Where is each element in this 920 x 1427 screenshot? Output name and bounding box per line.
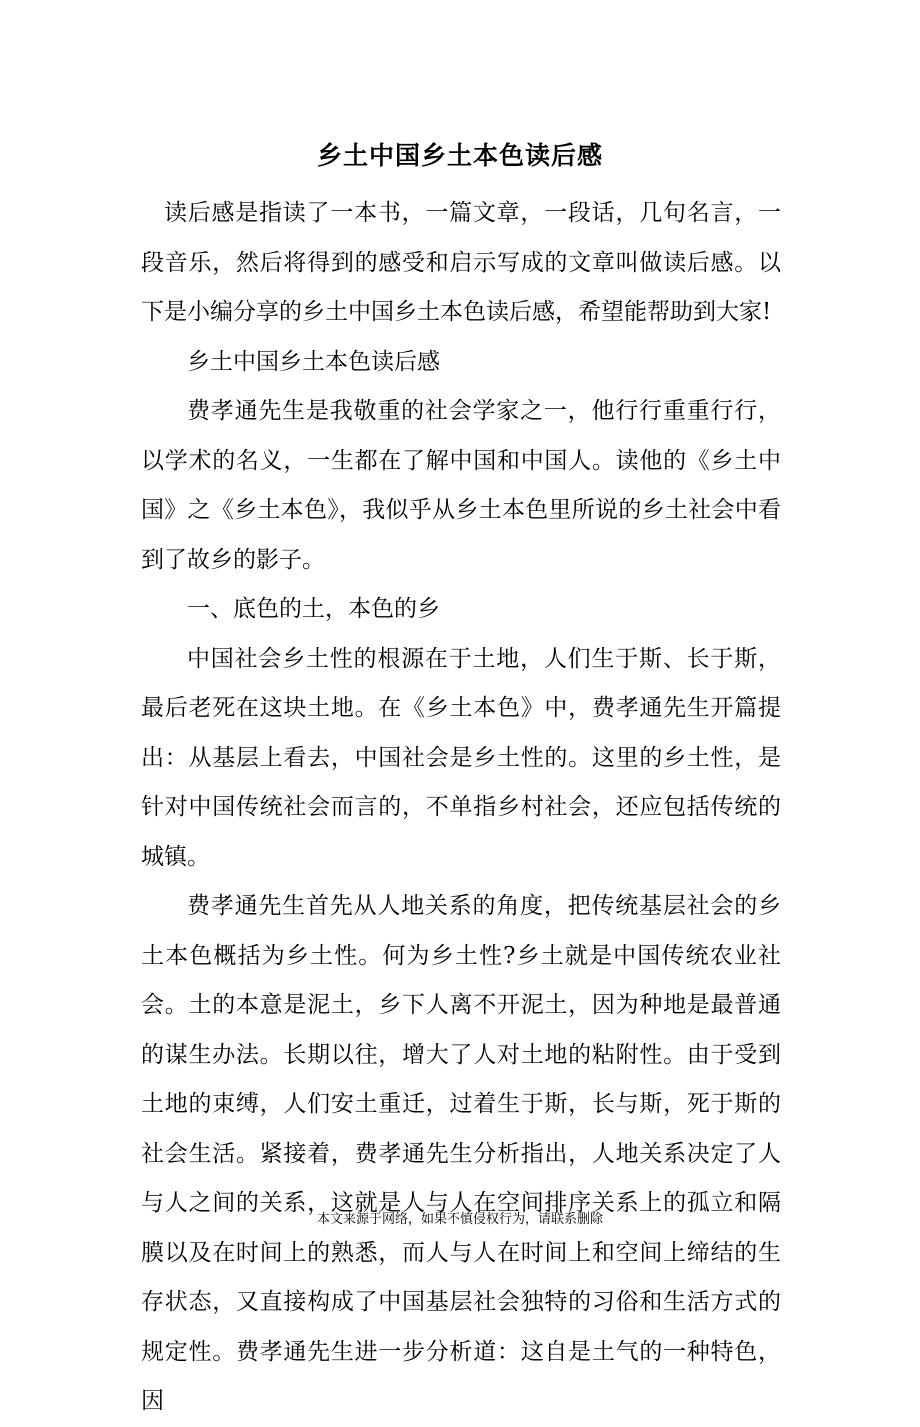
document-body xyxy=(141,189,781,1427)
page-footer: 本文来源于网络，如果不慎侵权行为，请联系删除 xyxy=(316,1212,603,1227)
section-heading: 一、底色的土，本色的乡 xyxy=(187,596,440,622)
paragraph-heading: 乡土中国乡土本色读后感 xyxy=(187,348,440,375)
document-title: 乡土中国乡土本色读后感 xyxy=(316,141,603,170)
paragraph: 费孝通先生是我敬重的社会学家之一，他行行重重行行，以学术的名义，一生都在了解中国和中国人。读他的《乡土中国》之《乡土本色》，我似乎从乡土本色里所说的乡土社会中看到了故乡的影子。 xyxy=(141,398,781,573)
paragraph: 费孝通先生首先从人地关系的角度，把传统基层社会的乡土本色概括为乡土性。何为乡土性?乡土就是中国传统农业社会。土的本意是泥土，乡下人离不开泥土，因为种地是最普通的谋生办法。长期以往，增大了人对土地的粘附性。由于受到土地的束缚，人们安土重迁，过着生于斯，长与斯，死于斯的社会生活。紧接着，费孝通先生分析指出，人地关系决定了人与人之间的关系，这就是人与人在空间排序关系上的孤立和隔膜以及在时间上的熟悉，而人与人在时间上和空间上缔结的生存状态，又直接构成了中国基层社会独特的习俗和生活方式的规定性。费孝通先生进一步分析道：这自是土气的一种特色，因 xyxy=(141,893,781,1414)
paragraph: 中国社会乡土性的根源在于土地，人们生于斯、长于斯，最后老死在这块土地。在《乡土本色》中，费孝通先生开篇提出：从基层上看去，中国社会是乡土性的。这里的乡土性，是针对中国传统社会而言的，不单指乡村社会，还应包括传统的城镇。 xyxy=(141,645,781,870)
paragraph-intro: 读后感是指读了一本书，一篇文章，一段话，几句名言，一段音乐，然后将得到的感受和启示写成的文章叫做读后感。以下是小编分享的乡土中国乡土本色读后感，希望能帮助到大家! xyxy=(141,200,781,325)
